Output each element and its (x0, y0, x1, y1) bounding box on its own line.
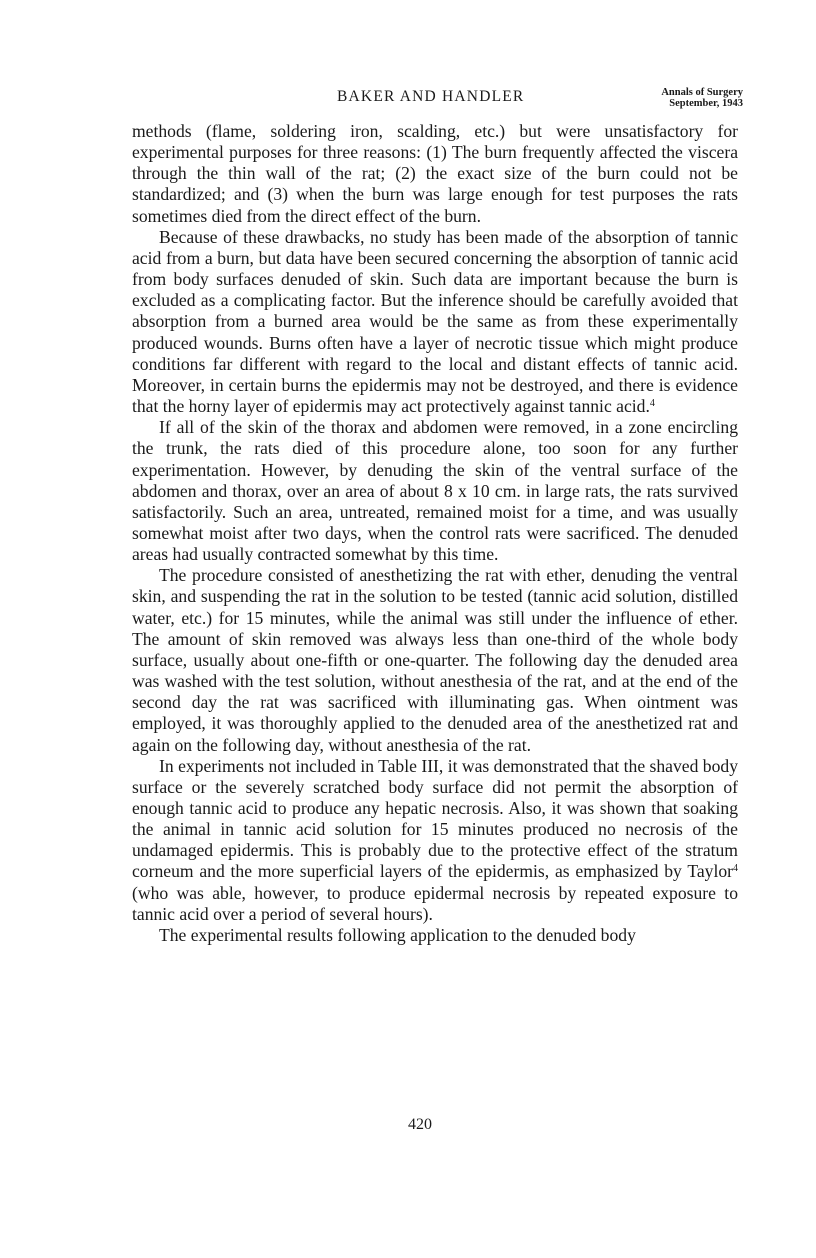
paragraph-4: The procedure consisted of anesthetizing the rat with ether, denuding the ventral skin, and suspending the rat in the solution to be tested (tannic acid solution, distilled water, etc.) for 15 minutes, while the animal was still under the influence of ether. The amount of skin removed was always less than one-third of the whole body surface, usually about one-fifth or one-quarter. The following day the denuded area was washed with the test solution, without anesthesia of the rat, and at the end of the second day the rat was sacrificed with illuminating gas. When ointment was employed, it was thoroughly applied to the denuded area of the anesthetized rat and again on the following day, without anesthesia of the rat. (132, 565, 738, 755)
footnote-ref: 4 (733, 863, 738, 875)
page-number: 420 (408, 1116, 432, 1133)
journal-citation (643, 87, 743, 109)
paragraph-2-text: Because of these drawbacks, no study has been made of the absorption of tannic acid from a burn, but data have been secured concerning the absorption of tannic acid from body surfaces denuded of skin. Such data are important because the burn is excluded as a complicating factor. But the inference should be carefully avoided that absorption from a burned area would be the same as from these experimentally produced wounds. Burns often have a layer of necrotic tissue which might produce conditions far different with regard to the local and distant effects of tannic acid. Moreover, in certain burns the epidermis may not be destroyed, and there is evidence that the horny layer of epidermis may act protectively against tannic acid. (132, 226, 738, 417)
paragraph-6: The experimental results following application to the denuded body (159, 924, 636, 945)
journal-date: September, 1943 (669, 98, 743, 109)
paragraph-2 (132, 227, 738, 417)
article-body (132, 121, 738, 946)
paragraph-1: methods (flame, soldering iron, scalding, etc.) but were unsatisfactory for experimental purposes for three reasons: (1) The burn frequently affected the viscera through the thin wall of the rat; (2) the exact size of the burn could not be standardized; and (3) when the burn was large enough for test purposes the rats sometimes died from the direct effect of the burn. (132, 121, 738, 226)
paragraph-5 (132, 756, 738, 925)
paragraph-5-text-b: (who was able, however, to produce epidermal necrosis by repeated exposure to tannic acid over a period of several hours). (132, 882, 738, 924)
paragraph-3: If all of the skin of the thorax and abdomen were removed, in a zone encircling the trunk, the rats died of this procedure alone, too soon for any further experimentation. However, by denuding the skin of the ventral surface of the abdomen and thorax, over an area of about 8 x 10 cm. in large rats, the rats survived satisfactorily. Such an area, untreated, remained moist for a time, and was usually somewhat moist after two days, when the control rats were sacrificed. The denuded areas had usually contracted somewhat by this time. (132, 417, 738, 565)
running-title: BAKER AND HANDLER (337, 88, 525, 105)
footnote-ref: 4 (649, 398, 655, 410)
paragraph-5-text-a: In experiments not included in Table III, it was demonstrated that the shaved body surface or the severely scratched body surface did not permit the absorption of enough tannic acid to produce any hepatic necrosis. Also, it was shown that soaking the animal in tannic acid solution for 15 minutes produced no necrosis of the undamaged epidermis. This is probably due to the protective effect of the stratum corneum and the more superficial layers of the epidermis, as emphasized by Taylor (132, 755, 738, 882)
journal-name: Annals of Surgery (661, 87, 743, 98)
